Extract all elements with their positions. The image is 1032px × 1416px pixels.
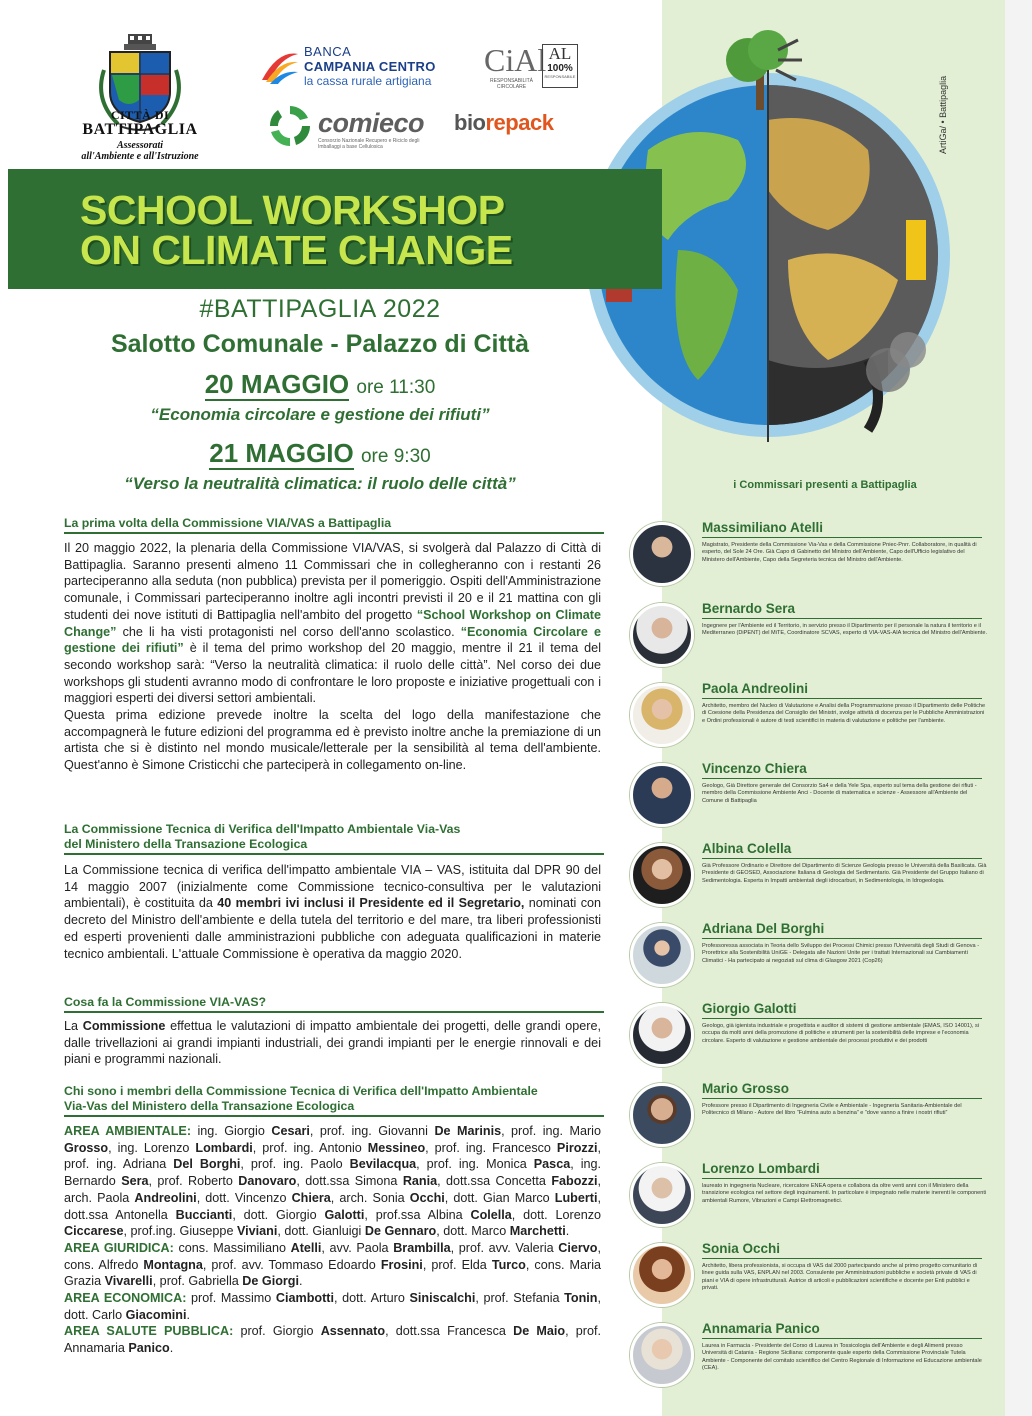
commissario-name: Albina Colella — [702, 841, 982, 859]
commissario-photo — [630, 1003, 694, 1067]
commissario-card — [630, 1243, 990, 1321]
day1-theme: “Economia circolare e gestione dei rifiuti” — [150, 405, 490, 424]
cial-name: CiAl — [484, 42, 547, 78]
area-economica-label: AREA ECONOMICA: — [64, 1291, 187, 1306]
day2-date: 21 MAGGIO — [209, 438, 354, 468]
commissario-photo — [630, 522, 694, 586]
s1-p2: Questa prima edizione prevede inoltre la scelta del logo della manifestazione che accompagnerà le future edizioni del programma ed è previsto inoltre anche la premiazione di un artista che si è distinto nel mondo musicale/letterale per la sensibilità al tema dell'ambiente. Quest'anno è Simone Cristicchi che parteciperà in collegamento on-line. — [64, 708, 601, 773]
commissario-name: Adriana Del Borghi — [702, 921, 982, 939]
commissario-desc: Geologo, Già Direttore generale del Consorzio Sa4 e della Yele Spa, esperto sul tema della gestione dei rifiuti - membro della Commissione Ambiente Anci - Docente di matematica e scienze - Assessore all'Ambiente del Comune di Battipaglia — [702, 783, 977, 804]
cial-badge-sub: RESPONSABILE — [544, 74, 576, 79]
commissari-title: i Commissari presenti a Battipaglia — [733, 479, 917, 491]
commissario-desc: Architetto, membro del Nucleo di Valutazione e Analisi della Programmazione presso il Dipartimento delle Politiche di Coesione della Presidenza del Consiglio dei Ministri, svolge attività di docenza per le Pubbliche Amministrazioni e Ordini professionali è autore di testi scientifici in materia di valutazione e politiche per l'ambiente. — [702, 703, 986, 724]
commissario-desc: Laurea in Farmacia - Presidente del Corso di Laurea in Tossicologia dell'Ambiente e degli Alimenti presso Università di Catania - Regione Siciliana: componente quale esperto della Commissione Provinciale Tutela Ambiente - Componente del comitato scientifico del Centro Regionale di Informazione ed Educazione ambientale (CEA). — [702, 1343, 982, 1372]
banner-line1: SCHOOL WORKSHOP — [80, 187, 505, 233]
s3-bold: Commissione — [82, 1019, 166, 1033]
commissario-name: Annamaria Panico — [702, 1321, 982, 1339]
s2-p1b: nominati con decreto del Ministro dell'ambiente e della tutela del territorio e del mare, tra liberi professionisti ed esperti provenienti dalle amministrazioni pubbliche con adeguata qualificazioni in materie tecnico ambientali. L'attuale Commissione è operativa da maggio 2020. — [64, 896, 602, 961]
banca-line2: CAMPANIA CENTRO — [304, 59, 436, 74]
commissario-card — [630, 1163, 990, 1241]
event-venue: Salotto Comunale - Palazzo di Città — [110, 330, 530, 358]
section2-heading — [64, 822, 604, 855]
city-line3: Assessorati — [116, 140, 164, 151]
title-banner — [8, 169, 662, 289]
recycle-icon — [266, 102, 314, 150]
edge-strip — [1005, 0, 1032, 1416]
commissario-name: Sonia Occhi — [702, 1241, 982, 1259]
commissario-desc: Professoressa associata in Teoria dello Sviluppo dei Processi Chimici presso l'Università degli Studi di Genova - Prorettrice alla Sostenibilità UniGE - Delegata alle Nazioni Unite per i trattati Internazionali sui Cambiamenti Climatici - Ha partecipato ai negoziati sul clima di Glasgow 2021 (Cop26) — [702, 943, 980, 964]
day1-time: ore 11:30 — [356, 377, 436, 398]
banca-mark-icon — [258, 46, 300, 86]
city-line1: CITTÀ DI — [110, 108, 170, 122]
s2-p1-bold: 40 membri ivi inclusi il Presidente ed il Segretario, — [217, 896, 525, 911]
commissario-name: Massimiliano Atelli — [702, 520, 982, 538]
biorepack-part1: bio — [454, 110, 486, 135]
commissario-name: Vincenzo Chiera — [702, 761, 982, 779]
s1-project: “School Workshop on Climate Change” — [64, 607, 601, 639]
commissario-photo — [630, 1323, 694, 1387]
commissario-photo — [630, 1163, 694, 1227]
commissario-card — [630, 1323, 990, 1401]
cial-badge-pct: 100% — [547, 63, 573, 74]
commissario-desc: laureato in ingegneria Nucleare, ricercatore ENEA opera e collabora da oltre venti anni con il Ministero della transizione ecologica nel settore degli inquinamenti. In particolare è impegnato nelle materie inerenti le componenti ambientali Rumore, Vibrazioni e Campi Elettromagnetici. — [702, 1183, 987, 1204]
area-giuridica-label: AREA GIURIDICA: — [64, 1240, 174, 1255]
commissario-photo — [630, 923, 694, 987]
commissario-photo — [630, 1083, 694, 1147]
commissario-card — [630, 1083, 990, 1161]
section4-heading — [64, 1084, 604, 1117]
area-ambientale-label: AREA AMBIENTALE: — [64, 1124, 192, 1138]
commissario-card — [630, 843, 990, 921]
s2-heading-line2: del Ministero della Transazione Ecologica — [64, 837, 308, 851]
day2-theme: “Verso la neutralità climatica: il ruolo delle città” — [124, 474, 516, 493]
day1-date: 20 MAGGIO — [204, 369, 350, 399]
city-line4: all'Ambiente e all'Istruzione — [81, 151, 199, 162]
commissario-photo — [630, 683, 694, 747]
commissario-name: Lorenzo Lombardi — [702, 1161, 982, 1179]
event-hashtag: #BATTIPAGLIA 2022 — [199, 295, 441, 323]
event-day1 — [90, 369, 550, 400]
commissario-name: Bernardo Sera — [702, 601, 982, 619]
commissario-desc: Magistrato, Presidente della Commissione Via-Vas e della Commissione Pniec-Pnrr. Collaboratore, in qualità di esperto, del Sole 24 Ore. Già Capo di Gabinetto del Ministro dell'Ambiente, Capo dell'Ufficio legislativo del Ministero dell'Ambiente, Capo della Segreteria tecnica del Ministro dell'Ambiente. — [702, 542, 977, 563]
commissario-photo — [630, 1243, 694, 1307]
commissario-desc: Ingegnere per l'Ambiente ed il Territorio, in servizio presso il Dipartimento per il personale la natura il territorio e il Mediterraneo (DiPENT) del MiTE, Coordinatore SCVAS, esperto di VIA-VAS-AIA tecnica del Ministro dell'Ambiente. — [702, 623, 988, 637]
biorepack-part2: repack — [485, 110, 554, 135]
s2-heading-line1: La Commissione Tecnica di Verifica dell'Impatto Ambientale Via-Vas — [64, 822, 461, 836]
s1-theme: “Economia Circolare e gestione dei rifiuti” — [64, 624, 601, 656]
commissario-card — [630, 603, 990, 681]
commissario-card — [630, 763, 990, 841]
s2-p1: La Commissione tecnica di verifica dell'impatto ambientale VIA – VAS, istituita dal DPR 90 del 14 maggio 2007 (inizialmente come Commissione tecnico-consultiva per le valutazioni ambientali), è costituita da — [64, 863, 601, 911]
section3-text — [64, 1018, 601, 1068]
commissario-card — [630, 923, 990, 1001]
commissario-photo — [630, 603, 694, 667]
section1-heading: La prima volta della Commissione VIA/VAS a Battipaglia — [64, 516, 604, 534]
commissario-card — [630, 522, 990, 600]
city-name-block — [60, 108, 220, 162]
commissario-photo — [630, 843, 694, 907]
cial-sub: RESPONSABILITÀ CIRCOLARE — [489, 78, 534, 90]
event-day2 — [90, 438, 550, 469]
banner-line2: ON CLIMATE CHANGE — [80, 227, 513, 273]
commissario-name: Paola Andreolini — [702, 681, 982, 699]
banca-line3: la cassa rurale artigiana — [304, 74, 432, 88]
city-line2: BATTIPAGLIA — [82, 121, 198, 138]
section2-text — [64, 862, 601, 962]
comieco-name: comieco — [318, 108, 425, 138]
s1-p1c: è il tema del primo workshop del 20 maggio, mentre il 21 il tema del secondo workshop sarà: “Verso la neutralità climatica: il ruolo delle città”. Nel corso dei due workshops gli studenti avranno modo di confrontare le loro proposte e iniziative progettuali con i maggiori esperti dei diversi settori ambientali. — [64, 641, 601, 706]
commissario-desc: Architetto, libera professionista, si occupa di VAS dal 2000 partecipando anche al primo progetto comunitario di linee guida sulla VAS, ENPLAN nel 2003. Consulente per Amministrazioni pubbliche e società private di VAS di piani e VIA di opere infrastrutturali. Autrice di articoli e pubblicazioni scientifiche e docente per Enti pubblici e privati. — [702, 1263, 978, 1292]
biorepack-logo — [454, 110, 553, 136]
commissario-name: Giorgio Galotti — [702, 1001, 982, 1019]
comieco-sub: Consorzio Nazionale Recupero e Riciclo degli Imballaggi a base Cellulosica — [318, 138, 420, 150]
banca-logo — [258, 44, 458, 88]
section1-text — [64, 540, 601, 774]
banca-line1: BANCA — [304, 44, 352, 59]
s4-heading-line1: Chi sono i membri della Commissione Tecnica di Verifica dell'Impatto Ambientale — [64, 1084, 538, 1098]
commissario-desc: Geologo, già igienista industriale e progettista e auditor di sistemi di gestione ambientale (EMAS, ISO 14001), si occupa da molti anni della promozione di politiche e strumenti per la sostenibilità delle imprese e l'economia circolare. Esperto di valutazione e gestione ambientale dei processi produttivi e dei prodotti — [702, 1023, 980, 1044]
s4-heading-line2: Via-Vas del Ministero della Transazione Ecologica — [64, 1099, 355, 1113]
s3-rest: effettua le valutazioni di impatto ambientale dei progetti, delle grandi opere, dalle trivellazioni ai grandi impianti industriali, dei grandi impianti per le energie rinnovali e dei piani e programmi nazionali. — [64, 1019, 601, 1067]
area-salute-label: AREA SALUTE PUBBLICA: — [64, 1324, 234, 1339]
commissario-desc: Professore presso il Dipartimento di Ingegneria Civile e Ambientale - Ingegneria Sanitaria-Ambientale del Politecnico di Milano - Autore del libro “Fulmina auto a benzina” e “dove vanno a finire i nostri rifiuti” — [702, 1103, 962, 1117]
cial-badge — [542, 44, 578, 88]
commissario-card — [630, 1003, 990, 1081]
cial-logo — [480, 42, 600, 92]
comieco-logo — [266, 102, 436, 154]
artiga-credit: ArtiGa/ • Battipaglia — [938, 75, 948, 154]
cial-badge-top: AL — [548, 44, 572, 63]
day2-time: ore 9:30 — [360, 446, 431, 467]
commissario-photo — [630, 763, 694, 827]
section3-heading: Cosa fa la Commissione VIA-VAS? — [64, 995, 604, 1013]
commissario-name: Mario Grosso — [702, 1081, 982, 1099]
commissario-desc: Già Professore Ordinario e Direttore del Dipartimento di Scienze Geologia presso le Università della Basilicata. Già Presidente di GEOSED, Associazione Italiana di Geologia del Sedimentario. Già Presidente del Gruppo Italiano di Sedimentologia. Esperta in Impatti ambientali degli idrocarburi, in Sedimentologia, in Idrogeologia. — [702, 863, 987, 884]
s1-p1b: che li ha visti protagonisti nel corso dell'anno scolastico. — [122, 624, 455, 639]
commissario-card — [630, 683, 990, 761]
s3-start: La — [64, 1019, 79, 1033]
members-list: AREA AMBIENTALE: ing. Giorgio Cesari, prof. ing. Giovanni De Marinis, prof. ing. Mario Grosso, ing. Lorenzo Lombardi, prof. ing. Antonio Messineo, prof. ing. Francesco Pirozzi, prof. ing. Adriana Del Borghi, prof. ing. Paolo Bevilacqua, prof. ing. Monica Pasca, ing. Bernardo Sera, prof. Roberto Danovaro, dott.ssa Simona Rania, dott.ssa Concetta Fabozzi, arch. Paola Andreolini, dott. Vincenzo Chiera, arch. Sonia Occhi, dott. Gian Marco Luberti, dott.ssa Antonella Buccianti, dott. Giorgio Galotti, prof.ssa Albina Colella, dott. Lorenzo Ciccarese, prof.ing. Giuseppe Viviani, dott. Gianluigi De Gennaro, dott. Marco Marchetti. AREA GIURIDICA: cons. Massimiliano Atelli, avv. Paola Brambilla, prof. avv. Valeria Ciervo, cons. Alfredo Montagna, prof. avv. Tommaso Edoardo Frosini, prof. Elda Turco, cons. Maria Grazia Vivarelli, prof. Gabriella De Giorgi. AREA ECONOMICA: prof. Massimo Ciambotti, dott. Arturo Siniscalchi, prof. Stefania Tonin, dott. Carlo Giacomini. AREA SALUTE PUBBLICA: prof. Giorgio Assennato, dott.ssa Francesca De Maio, prof. Annamaria Panico. — [64, 1124, 602, 1356]
s1-p1: Il 20 maggio 2022, la plenaria della Commissione VIA/VAS, si svolgerà dal Palazzo di Città di Battipaglia. Saranno presenti almeno 11 Commissari che in collegheranno con i restanti 26 parteciperanno alla seduta (non pubblica) prevista per il pomeriggio. Ospiti dell'Amministrazione comunale, i Commissari parteciperanno inoltre agli incontri previsti il 20 e il 21 mattina con gli studenti dei nove istituti di Battipaglia nell'ambito del progetto — [64, 541, 601, 622]
